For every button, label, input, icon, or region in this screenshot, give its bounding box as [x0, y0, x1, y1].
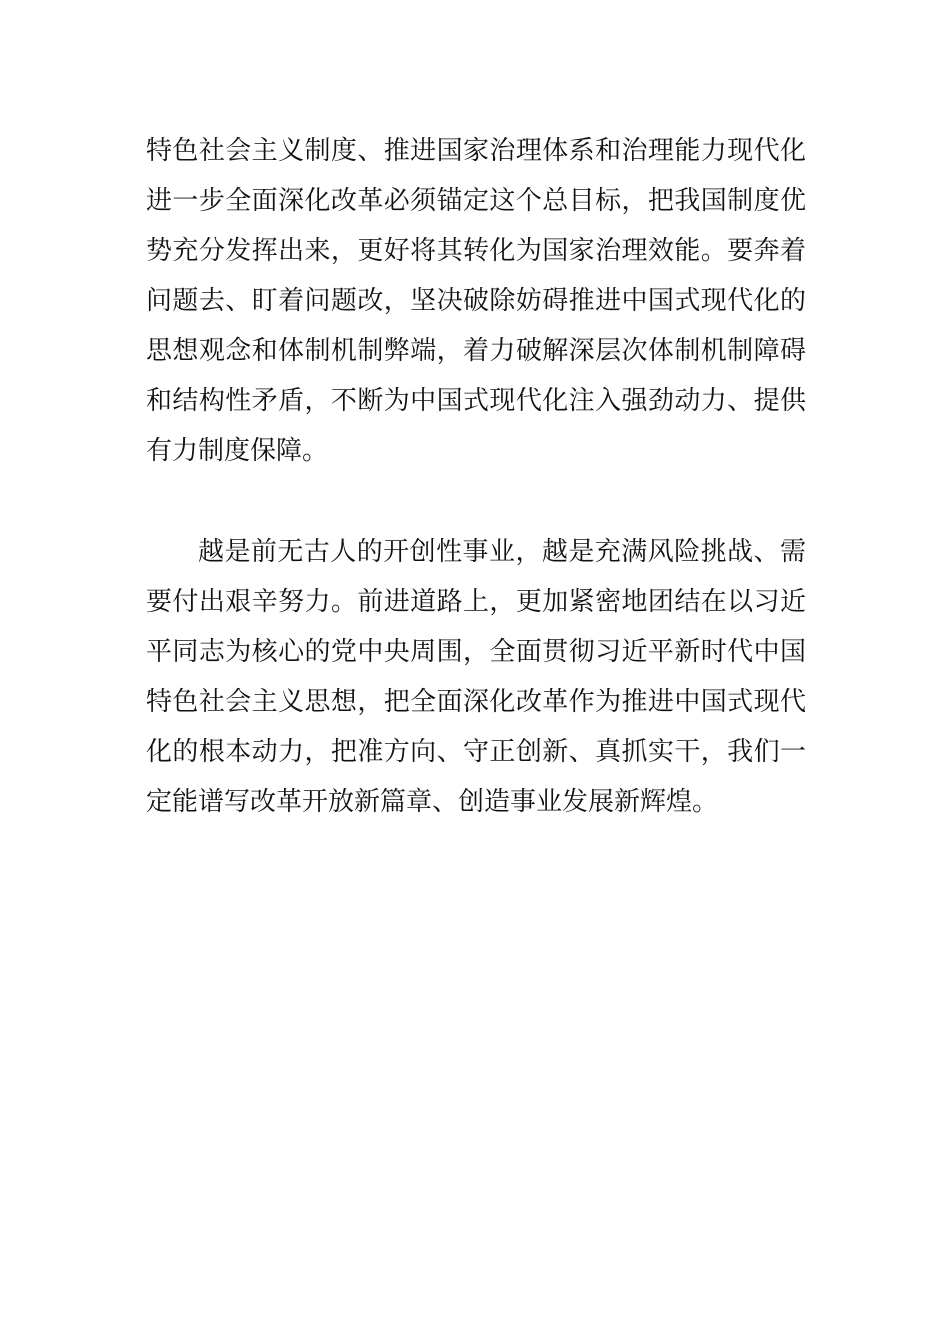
text-line: 越是前无古人的开创性事业，越是充满风险挑战、需: [198, 537, 806, 567]
text-line: 化的根本动力，把准方向、守正创新、真抓实干，我们一: [146, 737, 806, 767]
text-line: 特色社会主义思想，把全面深化改革作为推进中国式现代: [146, 687, 806, 717]
text-line: 势充分发挥出来，更好将其转化为国家治理效能。要奔着: [146, 236, 806, 266]
text-line: 有力制度保障。: [146, 436, 329, 466]
document-body: [146, 126, 806, 827]
text-line: 思想观念和体制机制弊端，着力破解深层次体制机制障碍: [146, 336, 806, 366]
text-line: 平同志为核心的党中央周围，全面贯彻习近平新时代中国: [146, 637, 806, 667]
text-line: 要付出艰辛努力。前进道路上，更加紧密地团结在以习近: [146, 587, 806, 617]
paragraph-1: [146, 126, 806, 476]
paragraph-spacer: [146, 476, 806, 527]
text-line: 进一步全面深化改革必须锚定这个总目标，把我国制度优: [146, 186, 806, 216]
paragraph-2: [146, 527, 806, 827]
text-line: 定能谱写改革开放新篇章、创造事业发展新辉煌。: [146, 787, 719, 817]
text-line: 特色社会主义制度、推进国家治理体系和治理能力现代化: [146, 136, 806, 166]
text-line: 和结构性矛盾，不断为中国式现代化注入强劲动力、提供: [146, 386, 806, 416]
text-line: 问题去、盯着问题改，坚决破除妨碍推进中国式现代化的: [146, 286, 806, 316]
